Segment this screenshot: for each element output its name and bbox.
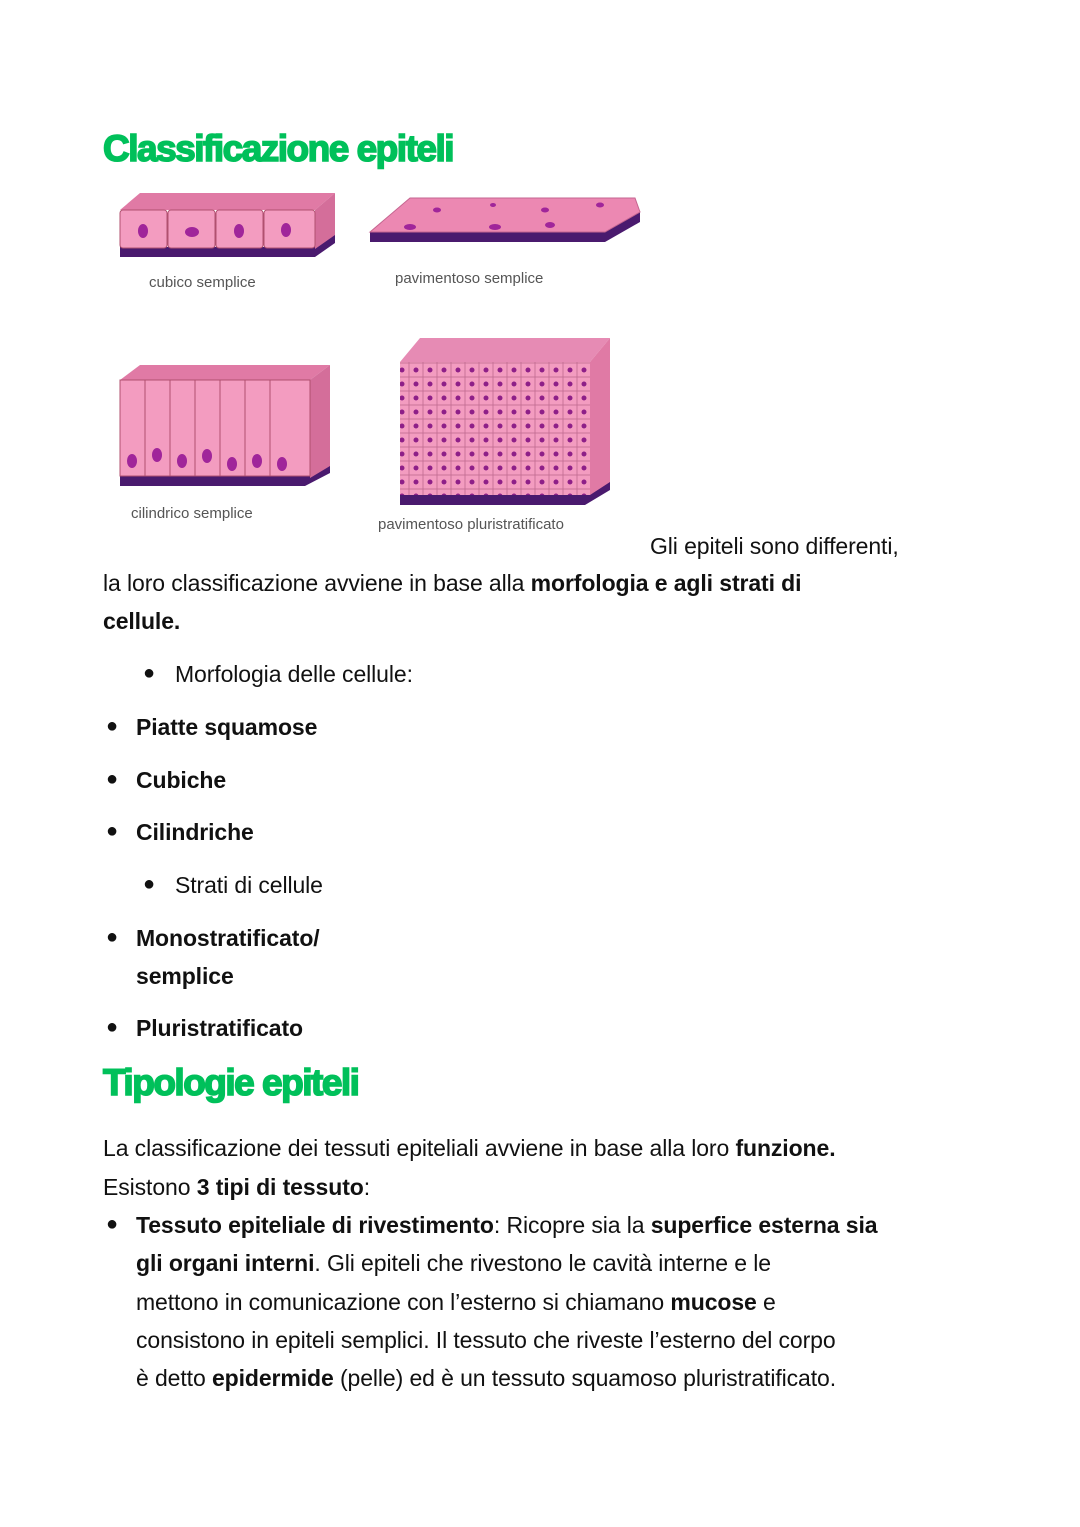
cubic-epithelium-illustration [115,185,340,265]
list-item-text: è detto epidermide (pelle) ed è un tessuto squamoso pluristratificato. [136,1365,836,1391]
figure-label: cubico semplice [149,274,256,291]
list-item: Monostratificato/ [136,925,320,951]
bullet-icon: ● [106,1016,119,1038]
bullet-icon: ● [106,1213,119,1235]
list-item-text: mettono in comunicazione con l’esterno si chiamano mucose e [136,1289,776,1315]
bullet-icon: ● [106,768,119,790]
list-subheading: Morfologia delle cellule: [175,661,413,687]
list-item-text: gli organi interni. Gli epiteli che rivestono le cavità interne e le [136,1250,771,1276]
intro-text: Gli epiteli sono differenti, [650,533,899,559]
columnar-epithelium-illustration [115,358,340,493]
list-item: Pluristratificato [136,1015,304,1041]
intro-text: cellule. [103,608,181,634]
list-item: Cilindriche [136,819,254,845]
figure-label: cilindrico semplice [131,505,253,522]
squamous-epithelium-illustration [365,190,645,255]
bullet-icon: ● [143,873,156,895]
heading-tipologie-epiteli: Tipologie epiteli [103,1062,359,1103]
bullet-icon: ● [106,926,119,948]
paragraph: Esistono 3 tipi di tessuto: [103,1174,370,1200]
list-item-text: consistono in epiteli semplici. Il tessuto che riveste l’esterno del corpo [136,1327,836,1353]
list-item: semplice [136,963,234,989]
figure-label: pavimentoso pluristratificato [378,516,564,533]
list-item: Cubiche [136,767,227,793]
list-item: Piatte squamose [136,714,318,740]
paragraph: La classificazione dei tessuti epiteliali avviene in base alla loro funzione. [103,1135,836,1161]
stratified-squamous-epithelium-illustration [395,335,620,510]
bullet-icon: ● [106,820,119,842]
list-item-text: Tessuto epiteliale di rivestimento: Ricopre sia la superfice esterna sia [136,1212,878,1238]
bullet-icon: ● [143,662,156,684]
intro-text: la loro classificazione avviene in base alla morfologia e agli strati di [103,570,802,596]
list-subheading: Strati di cellule [175,872,323,898]
bullet-icon: ● [106,715,119,737]
figure-label: pavimentoso semplice [395,270,544,287]
heading-classificazione-epiteli: Classificazione epiteli [103,128,454,169]
